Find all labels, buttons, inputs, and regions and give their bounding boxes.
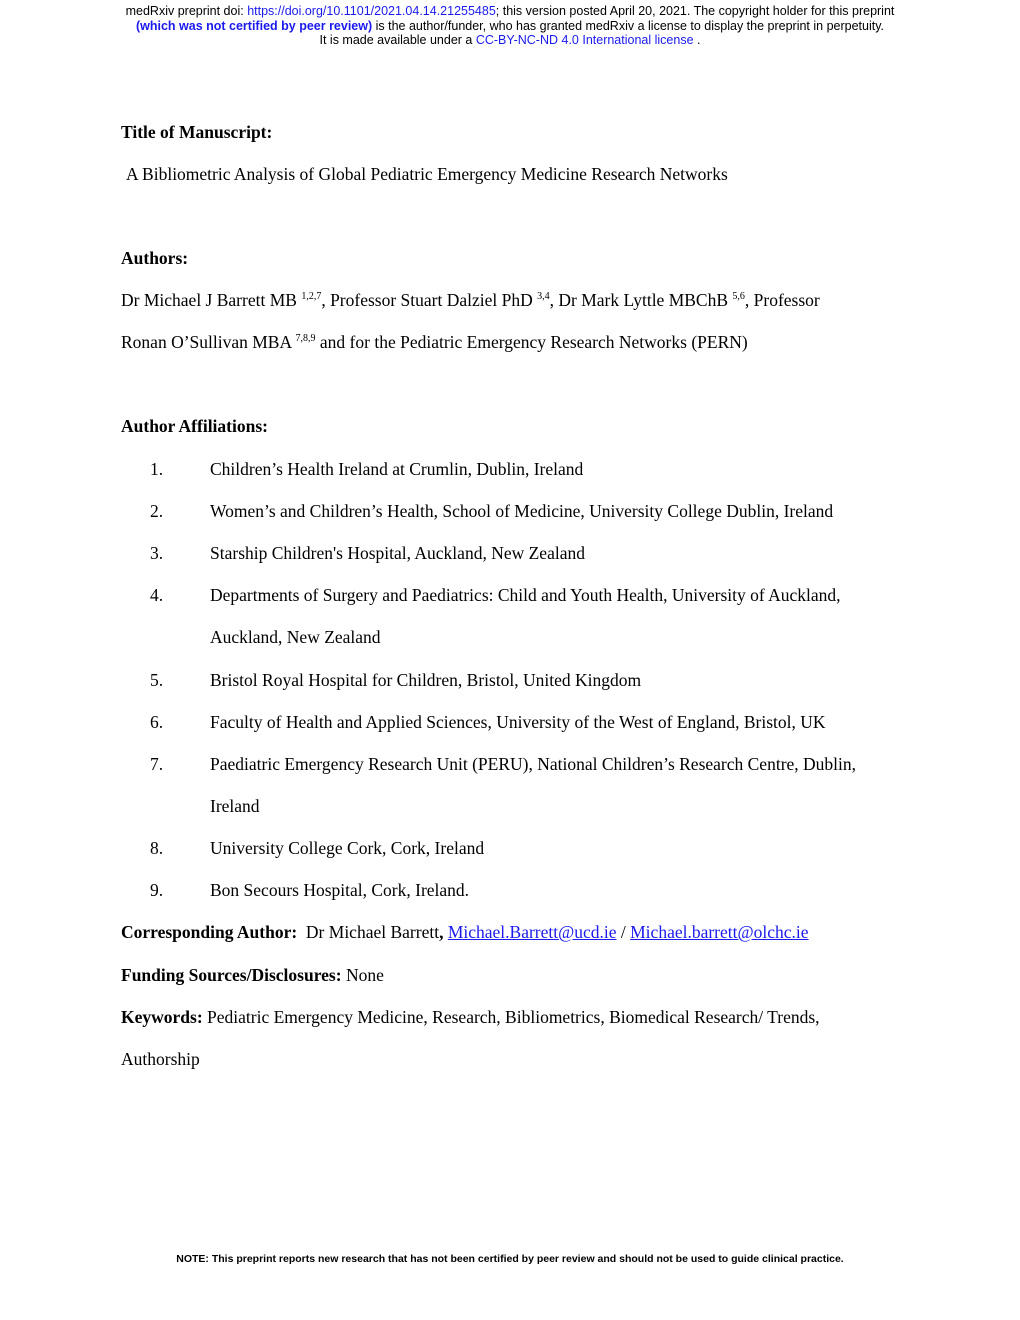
corresponding-label: Corresponding Author: <box>121 922 298 942</box>
funding-disclosures <box>121 965 384 986</box>
peer-review-notice: (which was not certified by peer review) <box>135 18 373 33</box>
preprint-banner <box>0 4 1020 48</box>
corresponding-comma: , <box>439 922 444 942</box>
affiliation-number: 8. <box>150 838 164 858</box>
corresponding-name: Dr Michael Barrett <box>305 922 440 942</box>
email-separator: / <box>616 922 631 942</box>
affiliations-label: Author Affiliations: <box>121 416 268 436</box>
affiliation-number: 5. <box>150 670 164 690</box>
footer-note: NOTE: This preprint reports new research that has not been certified by peer review and should not be used to guide clinical practice. <box>176 1253 844 1265</box>
funding-value: None <box>341 965 384 985</box>
banner-line-3 <box>0 33 1020 48</box>
affiliation-text: Starship Children's Hospital, Auckland, New Zealand <box>210 543 585 563</box>
affiliation-number: 2. <box>150 501 164 521</box>
banner-prefix: medRxiv preprint doi: <box>125 4 248 18</box>
author-dalziel: , Professor Stuart Dalziel PhD <box>321 290 538 310</box>
banner-period: . <box>693 33 701 47</box>
affiliation-number: 7. <box>150 754 164 774</box>
author-barrett: Dr Michael J Barrett MB <box>121 290 302 310</box>
license-link[interactable]: CC-BY-NC-ND 4.0 International license <box>475 33 694 47</box>
keywords-label: Keywords: <box>121 1007 203 1027</box>
author-dalziel-affil: 3,4 <box>537 291 550 302</box>
affiliation-text: Women’s and Children’s Health, School of Medicine, University College Dublin, Ireland <box>210 501 834 521</box>
authors-group: and for the Pediatric Emergency Research Networks (PERN) <box>315 332 748 352</box>
affiliation-number: 1. <box>150 459 164 479</box>
keywords-value: Pediatric Emergency Medicine, Research, Bibliometrics, Biomedical Research/ Trends, <box>202 1007 820 1027</box>
manuscript-title: A Bibliometric Analysis of Global Pediatric Emergency Medicine Research Networks <box>126 164 728 184</box>
authors-line-1-tail: , Professor <box>744 290 820 310</box>
author-lyttle: , Dr Mark Lyttle MBChB <box>549 290 733 310</box>
authors-line-1 <box>121 290 820 311</box>
email-link-ucd[interactable]: Michael.Barrett@ucd.ie <box>447 922 617 942</box>
affiliation-number: 6. <box>150 712 164 732</box>
keywords <box>121 1007 820 1028</box>
corresponding-author <box>121 922 809 943</box>
funding-label: Funding Sources/Disclosures: <box>121 965 342 985</box>
affiliation-text: Paediatric Emergency Research Unit (PERU), National Children’s Research Centre, Dublin, <box>210 754 857 774</box>
affiliation-text: Bristol Royal Hospital for Children, Bristol, United Kingdom <box>210 670 642 690</box>
affiliation-text: Bon Secours Hospital, Cork, Ireland. <box>210 880 470 900</box>
author-lyttle-affil: 5,6 <box>732 291 745 302</box>
banner-line-1 <box>0 4 1020 19</box>
banner-available-text: It is made available under a <box>319 33 476 47</box>
author-osullivan: Ronan O’Sullivan MBA <box>121 332 296 352</box>
title-label: Title of Manuscript: <box>121 122 273 142</box>
banner-line-2 <box>0 19 1020 34</box>
banner-license-text: is the author/funder, who has granted medRxiv a license to display the preprint in perpetuity. <box>372 18 885 33</box>
author-barrett-affil: 1,2,7 <box>301 291 322 302</box>
banner-posted-text: ; this version posted April 20, 2021. The copyright holder for this preprint <box>495 4 895 18</box>
affiliation-text: University College Cork, Cork, Ireland <box>210 838 485 858</box>
affiliation-number: 9. <box>150 880 164 900</box>
authors-line-2 <box>121 332 748 353</box>
affiliation-text: Faculty of Health and Applied Sciences, University of the West of England, Bristol, UK <box>210 712 826 732</box>
affiliation-text-continued: Ireland <box>210 796 260 816</box>
author-osullivan-affil: 7,8,9 <box>295 333 316 344</box>
affiliation-text-continued: Auckland, New Zealand <box>210 627 381 647</box>
email-link-olchc[interactable]: Michael.barrett@olchc.ie <box>630 922 809 942</box>
affiliation-number: 3. <box>150 543 164 563</box>
authors-label: Authors: <box>121 248 189 268</box>
keywords-continued: Authorship <box>121 1049 200 1069</box>
affiliation-text: Departments of Surgery and Paediatrics: Child and Youth Health, University of Auckland, <box>210 585 841 605</box>
doi-link[interactable]: https://doi.org/10.1101/2021.04.14.21255485 <box>247 4 496 18</box>
affiliation-number: 4. <box>150 585 164 605</box>
affiliation-text: Children’s Health Ireland at Crumlin, Dublin, Ireland <box>210 459 584 479</box>
